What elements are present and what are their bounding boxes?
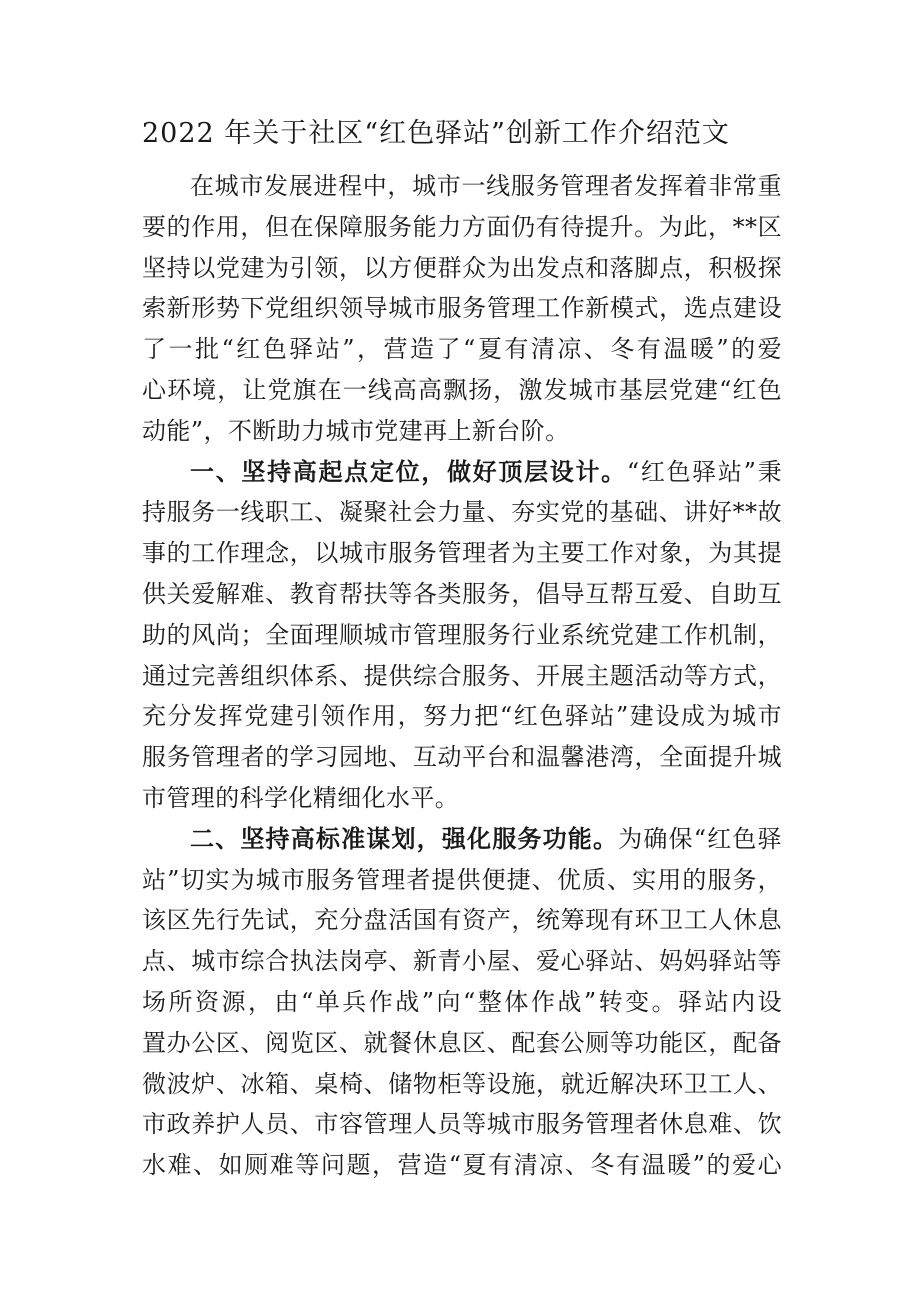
text-line: 助的风尚；全面理顺城市管理服务行业系统党建工作机制， <box>142 620 782 649</box>
paragraph-intro <box>142 166 782 452</box>
text-line: 充分发挥党建引领作用，努力把“红色驿站”建设成为城市 <box>142 702 782 731</box>
text-line: 点、城市综合执法岗亭、新青小屋、爱心驿站、妈妈驿站等 <box>142 947 782 976</box>
text-line: 持服务一线职工、凝聚社会力量、夯实党的基础、讲好**故 <box>142 498 782 527</box>
paragraph-section-one <box>142 452 782 819</box>
document-body <box>142 166 782 1186</box>
text-line: 供关爱解难、教育帮扶等各类服务，倡导互帮互爱、自助互 <box>142 579 782 608</box>
text-line: 了一批“红色驿站”，营造了“夏有清凉、冬有温暖”的爱 <box>142 335 782 364</box>
text-line: 服务管理者的学习园地、互动平台和温馨港湾，全面提升城 <box>142 743 782 772</box>
text-line: 动能”，不断助力城市党建再上新台阶。 <box>142 416 570 445</box>
text-line: 置办公区、阅览区、就餐休息区、配套公厕等功能区，配备 <box>142 1028 782 1057</box>
text-run: 为确保“红色驿 <box>618 824 782 853</box>
text-line: 要的作用，但在保障服务能力方面仍有待提升。为此，**区 <box>142 212 782 241</box>
text-run: “红色驿站”秉 <box>626 457 782 486</box>
text-line: 市政养护人员、市容管理人员等城市服务管理者休息难、饮 <box>142 1110 782 1139</box>
text-line <box>142 819 782 860</box>
text-line: 该区先行先试，充分盘活国有资产，统筹现有环卫工人休息 <box>142 906 782 935</box>
text-line: 水难、如厕难等问题，营造“夏有清凉、冬有温暖”的爱心 <box>142 1151 782 1180</box>
text-line: 坚持以党建为引领，以方便群众为出发点和落脚点，积极探 <box>142 253 782 282</box>
text-line: 微波炉、冰箱、桌椅、储物柜等设施，就近解决环卫工人、 <box>142 1069 782 1098</box>
paragraph-section-two <box>142 819 782 1186</box>
text-line: 站”切实为城市服务管理者提供便捷、优质、实用的服务， <box>142 865 782 894</box>
section-heading: 二、坚持高标准谋划，强化服务功能。 <box>190 824 619 853</box>
text-line: 心环境，让党旗在一线高高飘扬，激发城市基层党建“红色 <box>142 375 782 404</box>
text-line: 通过完善组织体系、提供综合服务、开展主题活动等方式， <box>142 661 782 690</box>
text-line: 事的工作理念，以城市服务管理者为主要工作对象，为其提 <box>142 539 782 568</box>
text-line: 在城市发展进程中，城市一线服务管理者发挥着非常重 <box>190 172 782 200</box>
text-line: 场所资源，由“单兵作战”向“整体作战”转变。驿站内设 <box>142 987 782 1016</box>
text-line <box>142 452 782 493</box>
section-heading: 一、坚持高起点定位，做好顶层设计。 <box>190 457 627 486</box>
document-title: 2022 年关于社区“红色驿站”创新工作介绍范文 <box>142 118 730 149</box>
text-line: 市管理的科学化精细化水平。 <box>142 783 460 812</box>
text-line: 索新形势下党组织领导城市服务管理工作新模式，选点建设 <box>142 294 782 323</box>
